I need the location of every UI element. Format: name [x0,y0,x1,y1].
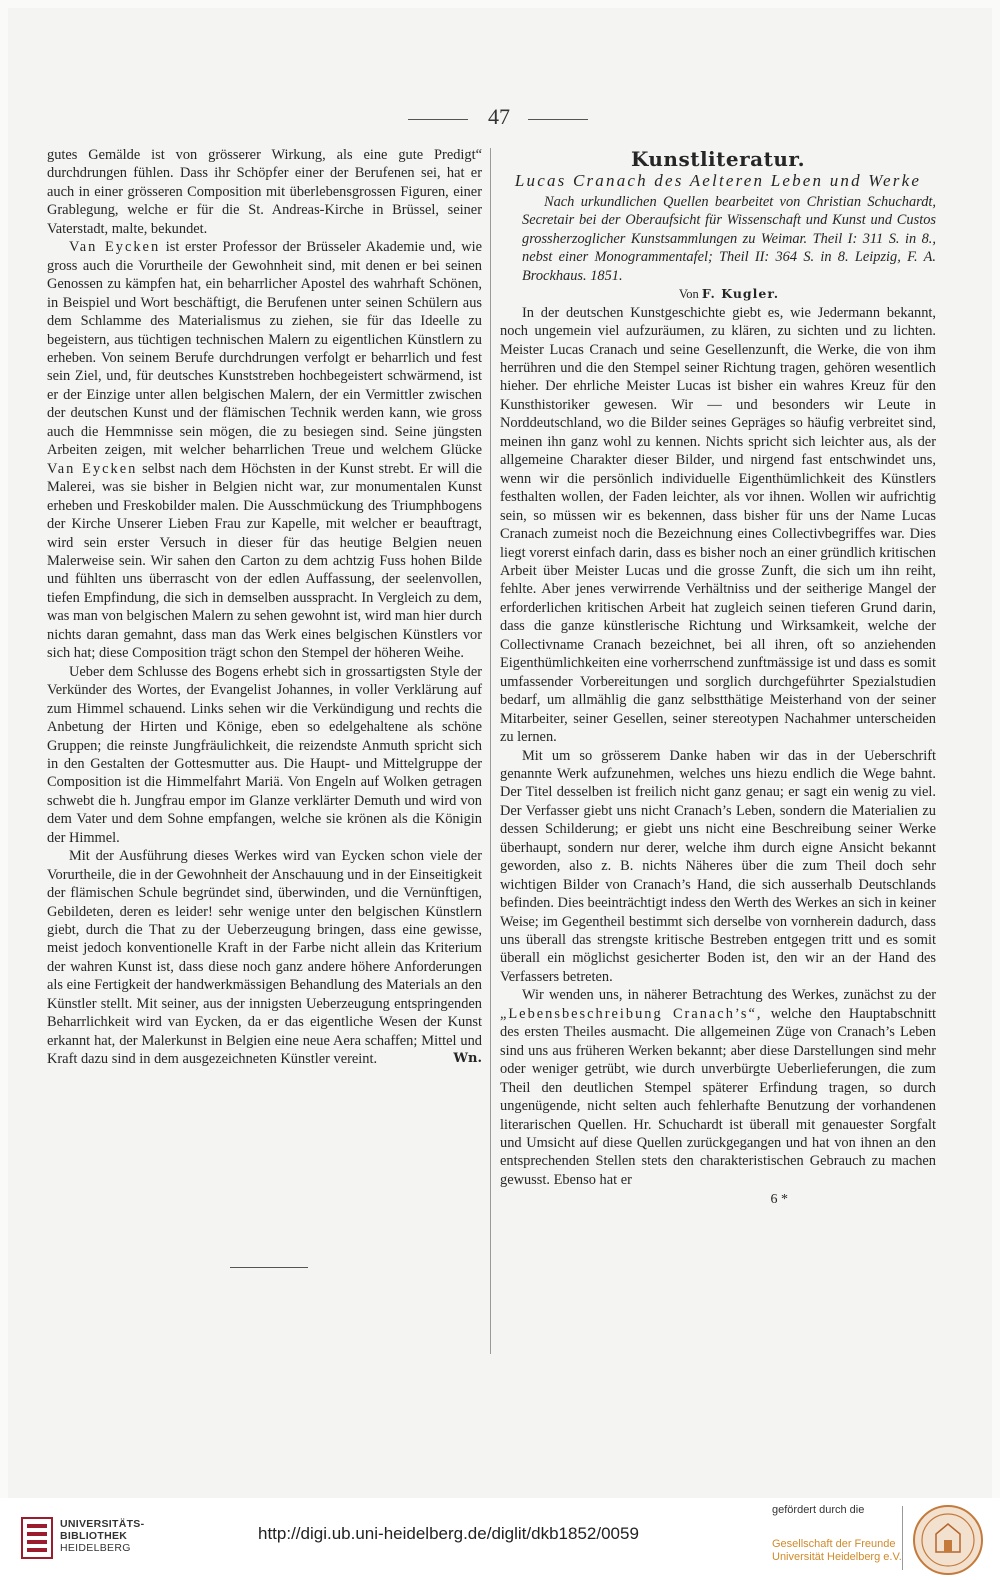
sponsor-name: Gesellschaft der Freunde [772,1538,896,1550]
sponsor-label: gefördert durch die [772,1504,865,1516]
byline: Von F. Kugler. [678,286,780,302]
book-title: Lucas Cranach des Aelteren Leben und Werke [514,171,922,191]
right-column [500,146,936,1210]
library-logo-icon [20,1516,54,1560]
library-name: UNIVERSITÄTS- BIBLIOTHEK HEIDELBERG [60,1518,145,1554]
spaced-name: Van Eycken [47,460,138,477]
right-paragraph-1: In der deutschen Kunstgeschichte giebt es, wie Jedermann bekannt, noch ungemein viel aufzuräumen, zu klären, zu sichten und zu lichten. Meister Lucas Cranach und seine Gesellenzunft, die Werke, die von ihm herrühren und die den Stempel seiner Richtung tragen, gehören wesentlich hieher. Der ehrliche Meister Lucas ist bisher ein wahres Kreuz für den Kunsthistoriker gewesen. Wir — und besonders wir Leute in Norddeutschland, wo die Bilder seines Gepräges so häufig verbreitet sind, meinen ihn ganz wohl zu kennen. Nichts spricht sich leichter aus, als der allgemeine Charakter dieser Bilder, und nirgend fast entschwindet uns, wenn wir die persönlich individuelle Eigenthümlichkeit des Künstlers festhalten wollen, der Faden leichter, als vor ihnen. Wollen wir aufrichtig sein, so müssen wir es bekennen, dass bisher für uns der Name Lucas Cranach zumeist noch die Bezeichnung eines Collectivbegriffes war. Dies liegt vorerst einfach darin, dass es bisher noch an einer gründlich kritischen Arbeit über Meister Lucas und die grosse Zunft, die sich um ihn reiht, fehlte. Aber jenes verwirrende Verhältniss und der seitherige Mangel der erforderlichen kritischen Arbeit hat zugleich seinen tieferen Grund darin, dass die ganze künstlerische Richtung und Wirksamkeit, welche der Collectivname Cranach bezeichnet, bei all ihren, oft so anziehenden Eigenthümlichkeiten eine vorherrschend zunftmässige ist und dass es somit umfassender Vorbereitungen und sorglich durchgeführter Spezialstudien bedarf, um allmählig die ganz selbstthätige Meisterhand von der seiner Mitarbeiter, seiner Gesellen, seiner stereotypen Nachahmer unterscheiden zu lernen. [500,304,936,746]
left-paragraph-1: gutes Gemälde ist von grösserer Wirkung, als eine gute Predigt“ durchdrungen fühlen. Dass ihr Schöpfer einer der Berufenen sei, hat er auch in einer grösseren Composition mit überlebensgrossen Figuren, einer Grablegung, welche er für die St. Andreas-Kirche in Brüssel, seiner Vaterstadt, malte, bekundet. [47,147,482,237]
sponsor-name-2: Universität Heidelberg e.V. [772,1551,902,1563]
left-paragraph-4: Mit der Ausführung dieses Werkes wird van Eycken schon viele der Vorurtheile, die in der Gewohnheit der Anschauung und in der Einseitigkeit der flämischen Schule begründet sind, überwinden, und die Vernünftigen, Gebildeten, deren es leider! sehr wenige unter den belgischen Künstlern giebt, durch die That zu der Ueberzeugung bringen, dass eine gewisse, meist jedoch konventionelle Kraft in der Farbe nicht allein das Kriterium der wahren Kunst ist, dass diese noch ganz andere höhere Anforderungen als eine Fertigkeit der handwerkmässigen Behandlung des Materials an den Künstler stellt. Mit seiner, aus der innigsten Ueberzeugung entspringenden Beharrlichkeit wird van Eycken, da er das eigentliche Wesen der Kunst erkannt hat, der Malerkunst in Belgien eine neue Aera schaffen; Mittel und Kraft dazu sind in dem ausgezeichneten Künstler vereint. Wn. [47,848,482,1068]
section-title: Kunstliteratur. [630,147,806,171]
left-column [47,146,482,1069]
header-rule-right [528,119,588,120]
column-divider [490,148,491,1354]
author-name: F. Kugler. [701,286,780,302]
end-rule [230,1267,308,1268]
sponsor-block [772,1504,902,1564]
left-paragraph-3: Ueber dem Schlusse des Bogens erhebt sich in grossartigsten Style der Verkünder des Wortes, der Evangelist Johannes, in voller Verklärung auf zum Himmel schauend. Links sehen wir die Verkündigung und rechts die Anbetung der Hirten und Könige, eben so edelgehaltene als schöne Gruppen; die reinste Jungfräulichkeit, die reizendste Anmuth spricht sich in den Gestalten der Gottesmutter aus. Die Haupt- und Mittelgruppe der Composition ist die Himmelfahrt Mariä. Von Engeln auf Wolken getragen schwebt die h. Jungfrau empor im Glanze verklärter Demuth und wird von dem Vater und dem Sohne empfangen, welche sie krönen als die Königin der Himmel. [47,663,482,846]
spaced-phrase: „Lebensbeschreibung Cranach’s“, [500,1005,763,1022]
left-paragraph-2: Van Eycken ist erster Professor der Brüsseler Akademie und, wie gross auch die Vorurtheile der Gewohnheit sind, mit denen er bei seinen Genossen zu kämpfen hat, ein beharrlicher Apostel des wahrhaft Schönen, in Beispiel und Wort beschäftigt, die Berufenen unter seinen Schülern aus dem Schlamme des Materialismus zu ziehen, sie für das Ideelle zu begeistern, aus tüchtigen technischen Malern zu eigentlichen Künstlern zu erheben. Von seinem Berufe durchdrungen verfolgt er beharrlich und fest sein Ziel, und, für deutsches Kunststreben hochbegeistert schwärmend, ist er der Einzige unter allen belgischen Malern, der ein Vermittler zwischen der deutschen Kunst und der flämischen Technik werden kann, wie gross auch die Hemmnisse sein mögen, die zu besiegen sind. Seine jüngsten Arbeiten zeigen, mit welcher beharrlichen Treue und welchem Glücke Van Eycken selbst nach dem Höchsten in der Kunst strebt. Er will die Malerei, was sie bisher in Belgien nicht war, zur monumentalen Kunst erheben und Freskobilder malen. Die Ausschmückung des Triumphbogens der Kirche Unserer Lieben Frau zur Kapelle, mit welcher er beauftragt, wird sein erster Versuch in dieser für das heutige Belgien neuen Malerweise sein. Wir sahen den Carton zu dem achtzig Fuss hohen Bilde und fühlten uns überrascht von der edlen Auffassung, der seelenvollen, tiefen Empfindung, die sich in demselben ausspracht. In Vergleich zu dem, was man von belgischen Malern zu sehen gewohnt ist, wird man hier durch nichts daran gemahnt, dass man das Werk eines belgischen Künstlers vor sich hat; diese Composition trägt schon den Stempel der höheren Weihe. [47,239,482,662]
right-paragraph-3: Wir wenden uns, in näherer Betrachtung des Werkes, zunächst zu der „Lebensbeschreibung Cranach’s“, welche den Hauptabschnitt des ersten Theiles ausmacht. Die allgemeinen Züge von Cranach’s Leben sind uns aus früheren Werken bekannt; aber diese Darstellungen sind mehr oder weniger getrübt, wie durch unverbürgte Ueberlieferungen, die zum Theil den deutlichen Stempel späterer Erfindung tragen, so durch ungenügende, nicht selten auch fehlerhafte Benutzung der vorhandenen literarischen Quellen. Hr. Schuchardt ist überall mit genauester Sorgfalt und Umsicht auf diese Quellen zurückgegangen und hat von ihnen an den entsprechenden Stellen stets den charakteristischen Gebrauch zu machen gewusst. Ebenso hat er [500,987,936,1188]
signature-mark: 6 * [770,1192,788,1208]
header-rule-left [408,119,468,120]
footer-divider [902,1506,903,1570]
footer-bar [0,1498,1000,1580]
book-meta: Nach urkundlichen Quellen bearbeitet von Christian Schuchardt, Secretair bei der Oberaufsicht für Wissenschaft und Kunst und Custos grossherzoglicher Kunstsammlungen zu Weimar. Theil I: 311 S. in 8., nebst einer Monogrammentafel; Theil II: 364 S. in 8. Leipzig, F. A. Brockhaus. 1851. [522,193,936,284]
university-seal-icon [912,1504,984,1576]
right-paragraph-2: Mit um so grösserem Danke haben wir das in der Ueberschrift genannte Werk aufzunehmen, welches uns hiezu endlich die Wege bahnt. Der Titel desselben ist freilich nicht ganz genau; er sagt ein wenig zu viel. Der Verfasser giebt uns nicht Cranach’s Leben, sondern die Materialien zu dessen Schilderung; er giebt uns nicht eine Beschreibung seiner Werke überhaupt, sondern nur derer, welche ihm durch eigne Ansicht bekannt geworden, also z. B. nichts Näheres über die zum Theil doch sehr wichtigen Bilder von Cranach’s Hand, die sich ausserhalb Deutschlands befinden. Dies beeinträchtigt indess den Werth des Werkes an sich in keiner Weise; im Gegentheil bestimmt sich derselbe von vornherein dadurch, dass uns überall das strengste kritische Bestreben entgegen tritt und es somit überall ein möglichst gesicherter Boden ist, den wir an der Hand des Verfassers betreten. [500,747,936,985]
spaced-name: Van Eycken [69,239,161,256]
page-number: 47 [488,104,510,129]
page-header [0,104,1000,134]
permalink-url[interactable]: http://digi.ub.uni-heidelberg.de/diglit/dkb1852/0059 [258,1524,639,1543]
article-signature: Wn. [453,1051,482,1067]
